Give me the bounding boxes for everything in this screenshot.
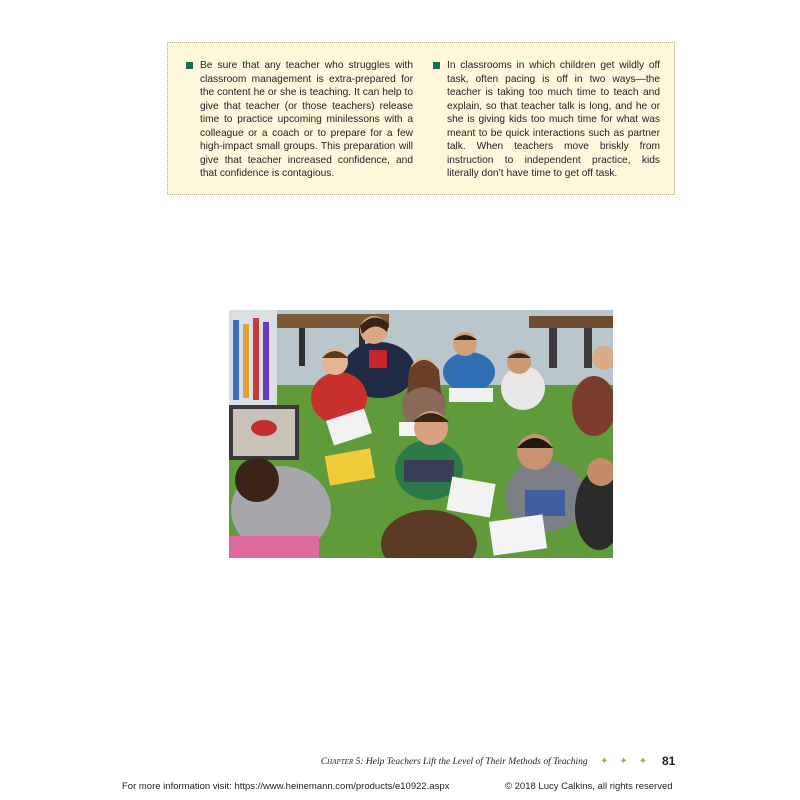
square-bullet-icon <box>186 62 193 69</box>
classroom-photo-illustration <box>229 310 613 558</box>
running-head-title: Help Teachers Lift the Level of Their Methods of Teaching <box>365 757 588 767</box>
footer-source-link: For more information visit: https://www.heinemann.com/products/e10922.aspx <box>122 781 450 792</box>
page-number: 81 <box>662 754 676 768</box>
tip-text-2: In classrooms in which children get wildly off task, often pacing is off in two ways—the teacher is taking too much time to teach and explain, so that teacher talk is long, and he or she is giving kids too much time for what was meant to be quick interactions such as partner talk. When teachers move briskly from instruction to independent practice, kids literally don’t have time to get off task. <box>447 60 660 179</box>
running-head-chapter: Chapter 5: <box>320 757 364 767</box>
tip-box <box>167 42 675 195</box>
square-bullet-icon <box>433 62 440 69</box>
footer-copyright: © 2018 Lucy Calkins, all rights reserved <box>505 781 673 792</box>
ornament-stars: ✦✦✦ <box>600 756 659 767</box>
classroom-photo <box>229 310 613 558</box>
tip-item-2 <box>433 59 660 194</box>
running-head <box>0 757 680 767</box>
tip-item-1 <box>186 59 413 194</box>
tip-text-1: Be sure that any teacher who struggles with classroom management is extra-prepared for the content he or she is teaching. It can help to give that teacher (or those teachers) release time to practice upcoming minilessons with a colleague or a coach or to prepare for a few high-impact small groups. This preparation will give that teacher increased confidence, and that confidence is contagious. <box>200 60 413 179</box>
